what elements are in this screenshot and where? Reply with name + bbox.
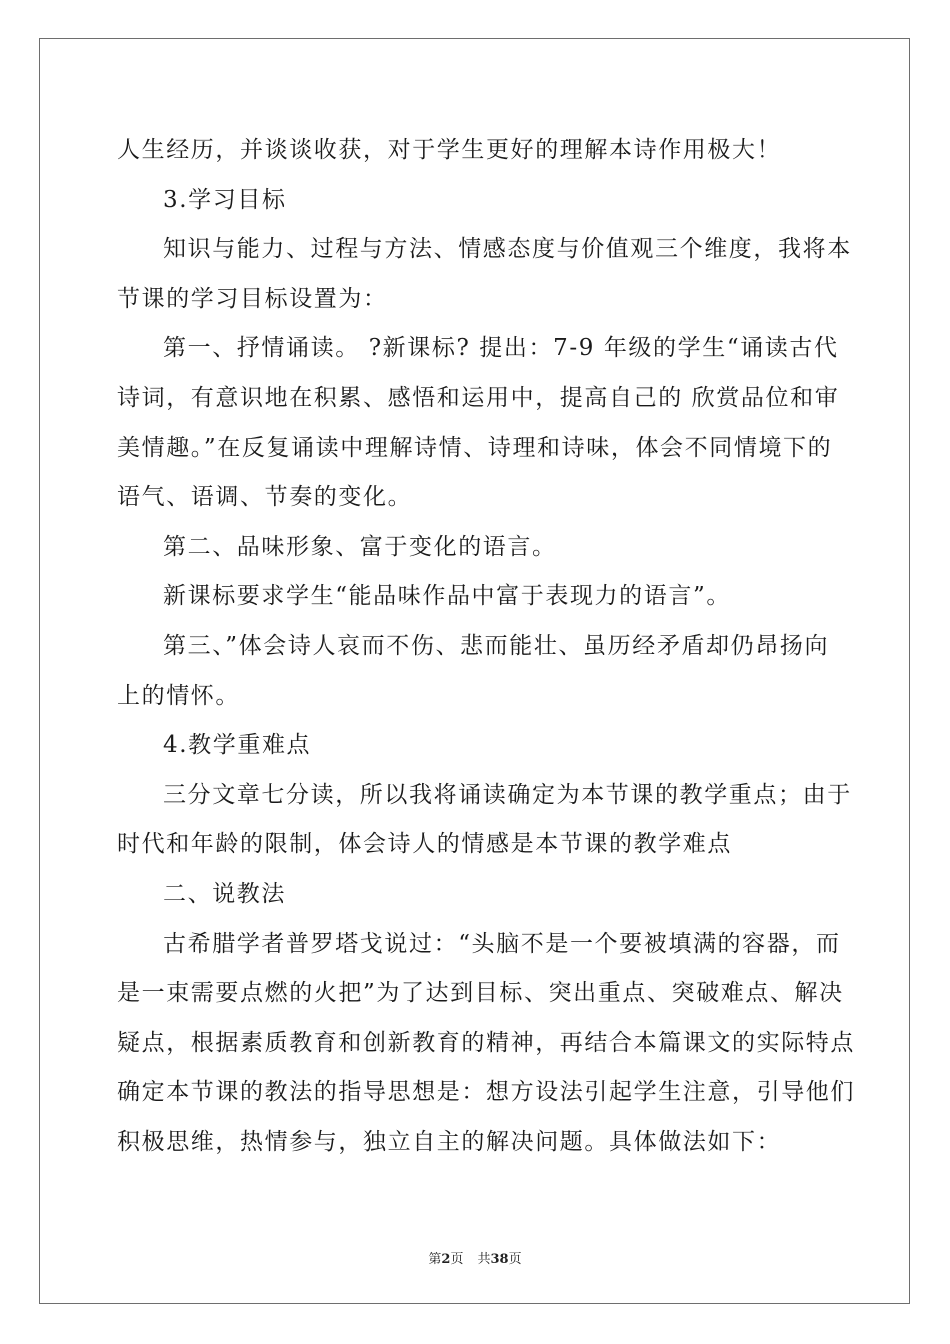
total-suffix: 页: [508, 1252, 522, 1267]
total-pages: 38: [490, 1252, 509, 1267]
text-line: 第一、抒情诵读。 ?新课标? 提出：7-9 年级的学生“诵读古代: [163, 335, 839, 362]
section-heading: 二、说教法: [163, 880, 286, 907]
total-prefix: 共: [477, 1252, 491, 1267]
section-heading: 4.教学重难点: [163, 732, 312, 759]
text-line: 人生经历，并谈谈收获，对于学生更好的理解本诗作用极大！: [117, 137, 782, 163]
text-line: 疑点，根据素质教育和创新教育的精神，再结合本篇课文的实际特点: [117, 1029, 855, 1056]
text-line: 时代和年龄的限制，体会诗人的情感是本节课的教学难点: [117, 831, 732, 858]
text-line: 是一束需要点燃的火把”为了达到目标、突出重点、突破难点、解决: [117, 980, 844, 1007]
text-line: 确定本节课的教法的指导思想是：想方设法引起学生注意，引导他们: [117, 1079, 855, 1106]
text-line: 三分文章七分读，所以我将诵读确定为本节课的教学重点；由于: [163, 781, 852, 808]
text-line: 节课的学习目标设置为：: [117, 285, 388, 312]
page-footer: [0, 1248, 950, 1267]
text-line: 古希腊学者普罗塔戈说过：“头脑不是一个要被填满的容器，而: [163, 930, 841, 957]
page-number: 2: [441, 1252, 451, 1267]
text-line: 语气、语调、节奏的变化。: [117, 484, 413, 511]
text-line: 第二、品味形象、富于变化的语言。: [163, 533, 557, 560]
page-prefix: 第: [428, 1252, 442, 1267]
text-line: 诗词，有意识地在积累、感悟和运用中，提高自己的 欣赏品位和审: [117, 384, 840, 411]
text-line: 美情趣。”在反复诵读中理解诗情、诗理和诗味，体会不同情境下的: [117, 434, 833, 461]
section-heading: 3.学习目标: [163, 186, 287, 213]
text-line: 知识与能力、过程与方法、情感态度与价值观三个维度，我将本: [163, 236, 852, 263]
page-suffix: 页: [450, 1252, 464, 1267]
document-body: [117, 126, 855, 1167]
text-line: 上的情怀。: [117, 682, 240, 709]
text-line: 新课标要求学生“能品味作品中富于表现力的语言”。: [163, 583, 731, 610]
text-line: 第三、”体会诗人哀而不伤、悲而能壮、虽历经矛盾却仍昂扬向: [163, 632, 830, 659]
text-line: 积极思维，热情参与，独立自主的解决问题。具体做法如下：: [117, 1128, 782, 1155]
